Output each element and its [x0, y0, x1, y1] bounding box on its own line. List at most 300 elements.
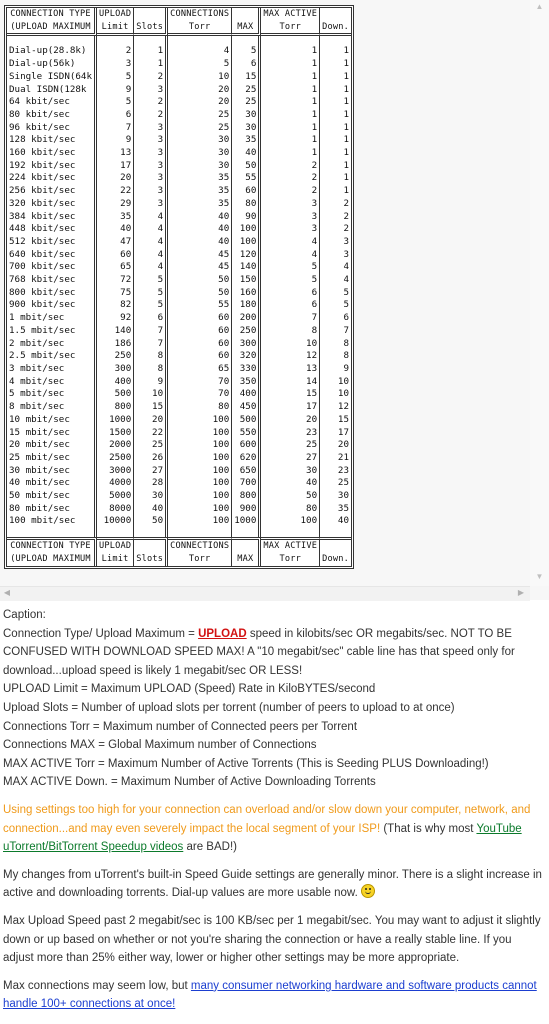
table-row [7, 71, 351, 84]
table-cell: 2 [134, 109, 168, 122]
table-cell: 3 [134, 84, 168, 97]
table-cell: 35 [97, 211, 134, 224]
table-cell: 35 [337, 502, 349, 514]
table-cell: 23 [337, 464, 349, 476]
table-cell: 15 [337, 413, 349, 425]
table-cell: 100 [168, 465, 232, 478]
table-cell: Limit [97, 21, 134, 37]
table-row [7, 490, 351, 503]
table-row [7, 109, 351, 122]
table-cell: 60 [168, 312, 232, 325]
smiley-icon [361, 884, 375, 898]
table-cell: 2 [343, 197, 349, 209]
table-cell: 3 [343, 235, 349, 247]
table-cell: 8000 [97, 503, 134, 516]
table-cell: 30 [168, 160, 232, 173]
table-cell: 50 [232, 160, 261, 173]
table-cell: 60 [168, 350, 232, 363]
table-cell: 3 [134, 160, 168, 173]
table-cell: 14 [261, 376, 320, 389]
table-cell: 4 [134, 249, 168, 262]
table-cell: 1 [343, 70, 349, 82]
table-cell: 8 mbit/sec [7, 401, 97, 414]
table-cell: 92 [97, 312, 134, 325]
table-cell: 6 [232, 58, 261, 71]
table-cell: 1 [343, 121, 349, 133]
table-cell: 140 [232, 261, 261, 274]
table-row [7, 414, 351, 427]
table-cell: 35 [168, 172, 232, 185]
table-cell: 3 [134, 172, 168, 185]
table-cell: 6 [134, 312, 168, 325]
table-cell: 8 [343, 337, 349, 349]
caption-changes [3, 866, 543, 903]
table-cell: Torr [261, 21, 320, 37]
table-cell: 400 [232, 388, 261, 401]
table-cell: MAX [232, 21, 261, 37]
table-cell: 50 [168, 287, 232, 300]
table-cell: 60 [232, 185, 261, 198]
table-cell: 4 [343, 261, 349, 273]
caption-warning [3, 801, 543, 857]
table-cell: 30 [232, 122, 261, 135]
upload-emphasis: UPLOAD [198, 627, 247, 640]
table-cell: 800 kbit/sec [7, 287, 97, 300]
caption-section [3, 606, 543, 1014]
table-cell: Torr [261, 553, 320, 566]
table-cell: 10 mbit/sec [7, 414, 97, 427]
table-cell: 15 [261, 388, 320, 401]
table-cell: 160 kbit/sec [7, 147, 97, 160]
table-cell: 550 [232, 427, 261, 440]
table-cell: 45 [168, 249, 232, 262]
table-cell: 5000 [97, 490, 134, 503]
table-cell: 3 [343, 248, 349, 260]
table-cell: 7 [134, 338, 168, 351]
table-cell: 13 [97, 147, 134, 160]
table-cell: 40 [168, 236, 232, 249]
table-cell: 13 [261, 363, 320, 376]
table-footer-row [7, 553, 351, 566]
table-row [7, 452, 351, 465]
table-cell: 8 [261, 325, 320, 338]
table-cell: 3 [261, 198, 320, 211]
youtube-videos-link[interactable]: YouTube uTorrent/BitTorrent Speedup videos [3, 822, 522, 854]
table-cell: 70 [168, 388, 232, 401]
table-cell: 5 [134, 274, 168, 287]
caption-line-connection-type [3, 625, 543, 681]
table-cell: 40 [261, 477, 320, 490]
table-cell: 1500 [97, 427, 134, 440]
caption-line1-post: speed in kilobits/sec OR megabits/sec. NOT TO BE CONFUSED WITH DOWNLOAD SPEED MAX! A "10 megabit/sec" cable line has that speed only for download...upload speed is likely 1 megabit/sec OR LESS! [3, 627, 515, 677]
table-cell: 700 kbit/sec [7, 261, 97, 274]
table-cell: 3000 [97, 465, 134, 478]
table-cell: 17 [97, 160, 134, 173]
table-row [7, 439, 351, 452]
table-cell: 300 [97, 363, 134, 376]
table-cell: 1 [261, 109, 320, 122]
table-cell: 600 [232, 439, 261, 452]
table-row [7, 325, 351, 338]
table-cell: 1 [261, 71, 320, 84]
table-cell: MAX ACTIVE [261, 537, 320, 553]
table-cell: 448 kbit/sec [7, 223, 97, 236]
table-cell: 40 [232, 147, 261, 160]
table-cell: 100 [261, 515, 320, 528]
table-row [7, 45, 351, 58]
table-cell: 100 [168, 414, 232, 427]
table-cell: 22 [134, 427, 168, 440]
networking-hardware-link[interactable]: many consumer networking hardware and software products cannot handle 100+ connections at once! [3, 979, 537, 1011]
table-cell: CONNECTION TYPE [7, 8, 97, 21]
table-cell: 35 [168, 185, 232, 198]
table-cell: 2.5 mbit/sec [7, 350, 97, 363]
table-cell: 1 [343, 159, 349, 171]
table-cell: 40 [134, 503, 168, 516]
table-cell: 29 [97, 198, 134, 211]
table-cell: 80 [232, 198, 261, 211]
table-cell: 5 mbit/sec [7, 388, 97, 401]
table-cell: 80 mbit/sec [7, 503, 97, 516]
table-cell: Down. [320, 21, 351, 37]
table-cell: 320 [232, 350, 261, 363]
table-cell: 4 [134, 261, 168, 274]
table-cell: 6 [261, 299, 320, 312]
scroll-up-icon[interactable]: ▲ [535, 2, 544, 11]
table-cell: 2 [343, 223, 349, 235]
table-cell [320, 537, 351, 553]
table-cell: Single ISDN(64k [7, 71, 97, 84]
table-row [7, 185, 351, 198]
table-cell: 1 [343, 96, 349, 108]
table-cell: 27 [261, 452, 320, 465]
table-cell: 80 [168, 401, 232, 414]
table-cell: 64 kbit/sec [7, 96, 97, 109]
table-cell: 10 [134, 388, 168, 401]
table-cell: UPLOAD [97, 537, 134, 553]
table-cell: 1 [343, 172, 349, 184]
table-cell: 4 [134, 223, 168, 236]
table-cell: 40 [168, 211, 232, 224]
table-cell: 5 [343, 286, 349, 298]
table-cell: 4 mbit/sec [7, 376, 97, 389]
table-cell: 3 [134, 198, 168, 211]
table-cell: 25 [168, 122, 232, 135]
table-cell: 180 [232, 299, 261, 312]
scroll-right-icon[interactable]: ▶ [517, 588, 525, 597]
table-cell: 186 [97, 338, 134, 351]
table-cell: 47 [97, 236, 134, 249]
caption-line-max-active-down: MAX ACTIVE Down. = Maximum Number of Active Downloading Torrents [3, 776, 376, 789]
table-cell: 1 [343, 58, 349, 70]
table-cell: 1 [261, 45, 320, 58]
table-cell: 5 [343, 299, 349, 311]
table-row [7, 147, 351, 160]
table-cell: 90 [232, 211, 261, 224]
table-cell: 5 [232, 45, 261, 58]
table-row [7, 388, 351, 401]
table-cell: 7 [134, 325, 168, 338]
table-row [7, 249, 351, 262]
table-cell: 3 [134, 147, 168, 160]
table-row [7, 274, 351, 287]
table-cell: 1 [343, 134, 349, 146]
table-cell: 50 mbit/sec [7, 490, 97, 503]
table-cell: 20 mbit/sec [7, 439, 97, 452]
table-row [7, 427, 351, 440]
table-row [7, 122, 351, 135]
table-row [7, 58, 351, 71]
table-cell: 4 [134, 236, 168, 249]
caption-line-max-active-torr: MAX ACTIVE Torr = Maximum Number of Active Torrents (This is Seeding PLUS Downloading!) [3, 757, 489, 770]
table-cell: 5 [261, 274, 320, 287]
scroll-left-icon[interactable]: ◀ [3, 588, 11, 597]
table-cell: 30 [232, 109, 261, 122]
table-row [7, 172, 351, 185]
table-cell: 1000 [97, 414, 134, 427]
table-cell: 300 [232, 338, 261, 351]
table-cell: 75 [97, 287, 134, 300]
table-cell: Torr [168, 553, 232, 566]
table-cell: 1 [343, 185, 349, 197]
table-cell: 25 [261, 439, 320, 452]
table-cell: 65 [168, 363, 232, 376]
table-cell: Dial-up(28.8k) [7, 45, 97, 58]
table-cell: Slots [134, 553, 168, 566]
table-cell: 22 [97, 185, 134, 198]
table-cell: 20 [97, 172, 134, 185]
table-cell: 8 [134, 350, 168, 363]
table-cell: 10 [337, 375, 349, 387]
table-row [7, 160, 351, 173]
table-cell: 128 kbit/sec [7, 134, 97, 147]
table-cell: 60 [168, 325, 232, 338]
table-cell: 3 [134, 134, 168, 147]
table-cell: MAX ACTIVE [261, 8, 320, 21]
table-row [7, 84, 351, 97]
table-cell: 25 [232, 84, 261, 97]
table-cell: 500 [232, 414, 261, 427]
table-cell: 5 [261, 261, 320, 274]
table-cell: 2 [261, 185, 320, 198]
table-row [7, 503, 351, 516]
table-cell: 4 [261, 236, 320, 249]
table-cell: 500 [97, 388, 134, 401]
table-cell: 5 [134, 299, 168, 312]
table-cell: CONNECTIONS [168, 8, 232, 21]
table-cell: 384 kbit/sec [7, 211, 97, 224]
table-cell: (UPLOAD MAXIMUM [7, 553, 97, 566]
table-row [7, 211, 351, 224]
table-row [7, 515, 351, 528]
table-cell: 350 [232, 376, 261, 389]
table-cell: 35 [232, 134, 261, 147]
table-cell: 10 [261, 338, 320, 351]
table-cell: 4 [261, 249, 320, 262]
table-cell: 100 [168, 439, 232, 452]
table-cell: 45 [168, 261, 232, 274]
table-cell: 80 kbit/sec [7, 109, 97, 122]
warning-text: Using settings too high for your connection can overload and/or slow down your computer, network, and connection...and may even severely impact the local segment of your ISP! [3, 803, 531, 835]
caption-line-upload-limit: UPLOAD Limit = Maximum UPLOAD (Speed) Rate in KiloBYTES/second [3, 683, 376, 696]
table-cell: 40 mbit/sec [7, 477, 97, 490]
table-row [7, 350, 351, 363]
table-cell: 96 kbit/sec [7, 122, 97, 135]
table-cell: 250 [232, 325, 261, 338]
table-cell: 30 [261, 465, 320, 478]
table-cell: 1 [261, 147, 320, 160]
table-cell: CONNECTION TYPE [7, 537, 97, 553]
table-cell: 8 [134, 363, 168, 376]
table-row [7, 236, 351, 249]
table-cell: 3 [134, 122, 168, 135]
table-cell: Torr [168, 21, 232, 37]
table-cell: 3 [134, 185, 168, 198]
table-row [7, 96, 351, 109]
table-cell: 1 [343, 83, 349, 95]
table-cell: 7 [343, 324, 349, 336]
table-cell: 12 [337, 401, 349, 413]
table-cell: 2 [134, 96, 168, 109]
caption-line-upload-slots: Upload Slots = Number of upload slots per torrent (number of peers to upload to at once) [3, 701, 455, 714]
table-cell: 40 [337, 515, 349, 527]
table-row [7, 312, 351, 325]
table-cell: 320 kbit/sec [7, 198, 97, 211]
table-cell: 30 [168, 134, 232, 147]
table-row [7, 465, 351, 478]
table-cell: 2 [134, 71, 168, 84]
table-cell: 30 [168, 147, 232, 160]
table-cell: 50 [261, 490, 320, 503]
table-cell: 640 kbit/sec [7, 249, 97, 262]
table-header-row [7, 21, 351, 37]
table-cell: 2 [261, 172, 320, 185]
table-cell: 60 [97, 249, 134, 262]
table-cell: 21 [337, 451, 349, 463]
table-cell: 26 [134, 452, 168, 465]
table-cell: 1 mbit/sec [7, 312, 97, 325]
table-cell: 80 [261, 503, 320, 516]
table-cell [134, 8, 168, 21]
table-cell: CONNECTIONS [168, 537, 232, 553]
table-cell: 10 [168, 71, 232, 84]
table-cell: 900 kbit/sec [7, 299, 97, 312]
vertical-scrollbar[interactable] [530, 0, 549, 586]
table-cell [320, 8, 351, 21]
table-cell: 1 [134, 58, 168, 71]
caption-title: Caption: [3, 609, 46, 621]
table-cell: 82 [97, 299, 134, 312]
table-cell: 1 [261, 84, 320, 97]
table-cell: 700 [232, 477, 261, 490]
table-row [7, 198, 351, 211]
table-cell: 650 [232, 465, 261, 478]
table-row [7, 134, 351, 147]
table-cell: 256 kbit/sec [7, 185, 97, 198]
table-cell: 450 [232, 401, 261, 414]
table-cell: 60 [168, 338, 232, 351]
table-cell: 100 [168, 515, 232, 528]
table-cell: 768 kbit/sec [7, 274, 97, 287]
table-row [7, 376, 351, 389]
table-cell: 20 [337, 439, 349, 451]
caption-max-connections [3, 977, 543, 1014]
table-cell: 70 [168, 376, 232, 389]
table-cell: 50 [134, 515, 168, 528]
table-cell: MAX [232, 553, 261, 566]
table-cell: 800 [232, 490, 261, 503]
table-cell: 55 [232, 172, 261, 185]
speed-guide-table-container [4, 5, 354, 569]
table-cell: 9 [343, 362, 349, 374]
warning-tail-pre: (That is why most [380, 822, 477, 835]
table-cell [134, 537, 168, 553]
table-spacer-row [7, 528, 351, 537]
table-cell [232, 8, 261, 21]
table-cell: 17 [261, 401, 320, 414]
table-cell: 9 [97, 134, 134, 147]
table-cell: 224 kbit/sec [7, 172, 97, 185]
table-cell: 150 [232, 274, 261, 287]
table-cell: Limit [97, 553, 134, 566]
table-cell: 27 [134, 465, 168, 478]
table-cell: 192 kbit/sec [7, 160, 97, 173]
table-cell: 1.5 mbit/sec [7, 325, 97, 338]
table-cell: 20 [261, 414, 320, 427]
caption-line-connections-torr: Connections Torr = Maximum number of Connected peers per Torrent [3, 720, 358, 733]
table-cell: 5 [134, 287, 168, 300]
table-cell: 6 [343, 312, 349, 324]
table-cell: 20 [168, 84, 232, 97]
table-row [7, 287, 351, 300]
table-cell: 140 [97, 325, 134, 338]
caption-line-connections-max: Connections MAX = Global Maximum number of Connections [3, 739, 317, 752]
table-cell: 15 [134, 401, 168, 414]
table-cell: 1 [134, 45, 168, 58]
table-cell: 7 [261, 312, 320, 325]
table-cell: 1 [343, 45, 349, 57]
table-cell: 6 [261, 287, 320, 300]
horizontal-scrollbar[interactable] [0, 586, 530, 601]
table-cell: 5 [97, 71, 134, 84]
table-cell: 4 [134, 211, 168, 224]
table-cell: 1 [261, 134, 320, 147]
warning-tail-post: are BAD!) [183, 841, 237, 854]
table-row [7, 338, 351, 351]
table-cell: 200 [232, 312, 261, 325]
table-cell: 4000 [97, 477, 134, 490]
table-cell: 4 [343, 274, 349, 286]
table-cell: 12 [261, 350, 320, 363]
table-cell: 15 mbit/sec [7, 427, 97, 440]
table-cell: 6 [97, 109, 134, 122]
table-cell: UPLOAD [97, 8, 134, 21]
table-cell: 100 [168, 503, 232, 516]
table-cell: 15 [232, 71, 261, 84]
table-cell: 100 [232, 223, 261, 236]
scroll-down-icon[interactable]: ▼ [535, 572, 544, 581]
table-cell: 30 [134, 490, 168, 503]
table-cell: 2 mbit/sec [7, 338, 97, 351]
table-cell: 23 [261, 427, 320, 440]
table-row [7, 261, 351, 274]
table-cell: 28 [134, 477, 168, 490]
table-cell: 40 [97, 223, 134, 236]
table-cell: 3 [261, 223, 320, 236]
table-footer-row [7, 537, 351, 553]
table-cell: 25 [168, 109, 232, 122]
table-cell: 72 [97, 274, 134, 287]
